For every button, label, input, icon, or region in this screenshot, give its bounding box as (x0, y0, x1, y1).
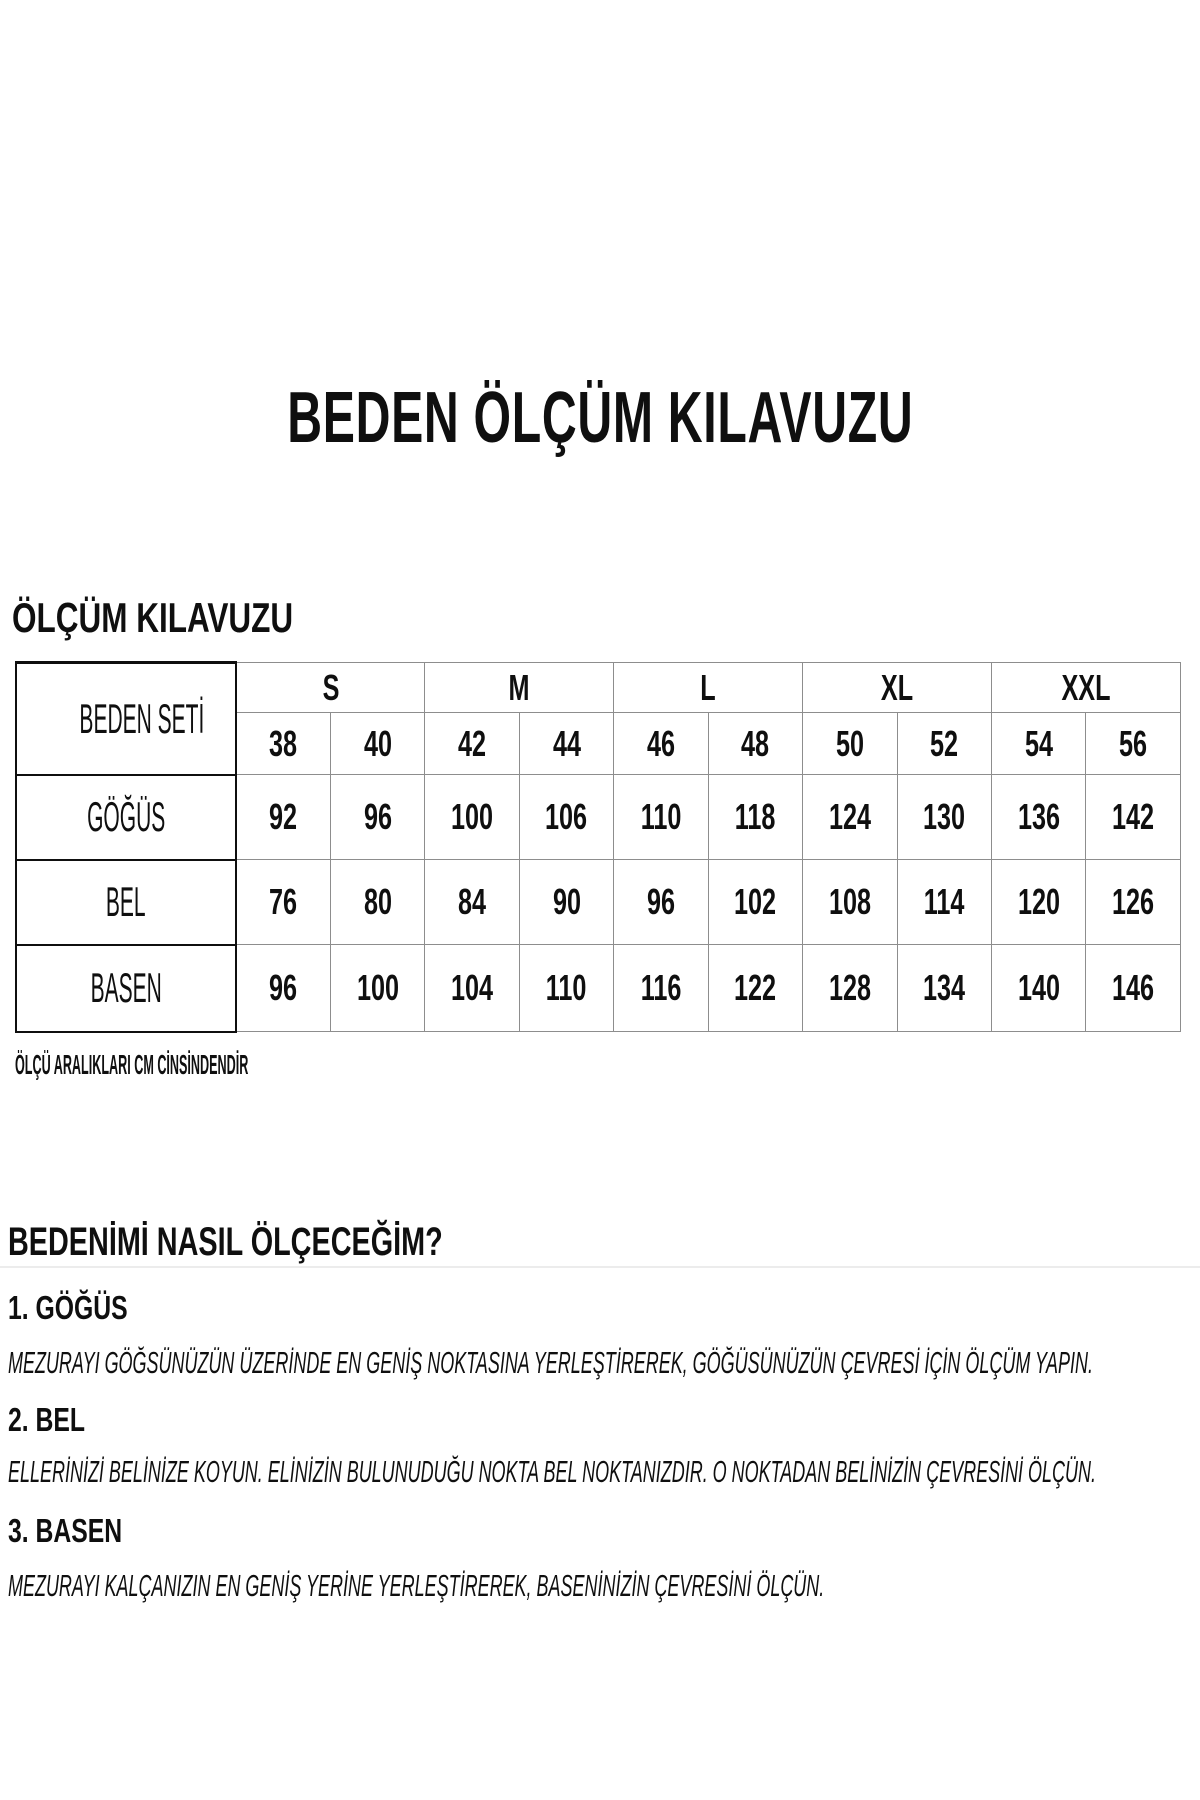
hips-value-cell: 146 (1086, 945, 1181, 1032)
size-group-cell-s: S (236, 663, 425, 713)
table-footnote (15, 1051, 534, 1079)
chest-value-cell: 100 (425, 775, 519, 860)
step-text-chest: MEZURAYI GÖĞSÜNÜZÜN ÜZERİNDE EN GENİŞ NOKTASINA YERLEŞTİREREK, GÖĞÜSÜNÜZÜN ÇEVRESİ İÇİN ÖLÇÜM YAPIN. (8, 1345, 1093, 1380)
waist-value-cell: 126 (1086, 860, 1181, 945)
how-to-section-title (8, 1222, 612, 1262)
size-number-cell: 54 (992, 713, 1086, 775)
hips-value-cell: 96 (236, 945, 330, 1032)
chest-value-cell: 118 (708, 775, 802, 860)
size-number-cell: 50 (803, 713, 897, 775)
hips-value-cell: 100 (330, 945, 424, 1032)
corner-header-cell (16, 663, 236, 775)
hips-value-cell: 122 (708, 945, 802, 1032)
step-text-hips: MEZURAYI KALÇANIZIN EN GENİŞ YERİNE YERLEŞTİREREK, BASENİNİZİN ÇEVRESİNİ ÖLÇÜN. (8, 1568, 825, 1603)
size-number-cell: 42 (425, 713, 519, 775)
size-group-header-row (16, 663, 1181, 713)
hips-value-cell: 104 (425, 945, 519, 1032)
size-measurement-table (15, 661, 1181, 1033)
chest-value-cell: 106 (519, 775, 613, 860)
chest-value-cell: 92 (236, 775, 330, 860)
chest-value-cell: 130 (897, 775, 991, 860)
size-number-cell: 56 (1086, 713, 1181, 775)
waist-value-cell: 108 (803, 860, 897, 945)
waist-value-cell: 84 (425, 860, 519, 945)
size-number-cell: 44 (519, 713, 613, 775)
chest-value-cell: 96 (330, 775, 424, 860)
waist-value-cell: 80 (330, 860, 424, 945)
measurement-table-section-title (12, 594, 387, 641)
row-label-hips: BASEN (16, 945, 236, 1032)
chest-value-cell: 110 (614, 775, 708, 860)
step-heading-waist: 2. BEL (8, 1401, 86, 1438)
step-heading-hips: 3. BASEN (8, 1512, 123, 1549)
corner-header-label: BEDEN SETİ (79, 694, 205, 742)
step-heading-chest: 1. GÖĞÜS (8, 1289, 128, 1326)
waist-value-cell: 96 (614, 860, 708, 945)
chest-value-cell: 142 (1086, 775, 1181, 860)
size-number-cell: 40 (330, 713, 424, 775)
how-to-section-title-text: BEDENİMİ NASIL ÖLÇECEĞİM? (8, 1220, 443, 1264)
section-title-text: ÖLÇÜM KILAVUZU (12, 594, 294, 641)
table-row-chest (16, 775, 1181, 860)
page-title (0, 378, 1200, 458)
table-footnote-text: ÖLÇÜ ARALIKLARI CM CİNSİNDENDİR (15, 1049, 249, 1080)
hips-value-cell: 134 (897, 945, 991, 1032)
waist-value-cell: 76 (236, 860, 330, 945)
row-label-chest: GÖĞÜS (16, 775, 236, 860)
waist-value-cell: 114 (897, 860, 991, 945)
size-group-cell-xl: XL (803, 663, 992, 713)
hips-value-cell: 110 (519, 945, 613, 1032)
size-number-cell: 46 (614, 713, 708, 775)
size-number-cell: 48 (708, 713, 802, 775)
size-group-cell-m: M (425, 663, 614, 713)
chest-value-cell: 136 (992, 775, 1086, 860)
size-group-cell-xxl: XXL (992, 663, 1181, 713)
hips-value-cell: 116 (614, 945, 708, 1032)
table-row-waist (16, 860, 1181, 945)
hips-value-cell: 128 (803, 945, 897, 1032)
size-number-cell: 38 (236, 713, 330, 775)
row-label-waist: BEL (16, 860, 236, 945)
waist-value-cell: 120 (992, 860, 1086, 945)
waist-value-cell: 90 (519, 860, 613, 945)
step-text-waist: ELLERİNİZİ BELİNİZE KOYUN. ELİNİZİN BULUNUDUĞU NOKTA BEL NOKTANIZDIR. O NOKTADAN BELİNİZİN ÇEVRESİNİ ÖLÇÜN. (8, 1454, 1096, 1489)
section-divider (0, 1266, 1200, 1268)
size-number-cell: 52 (897, 713, 991, 775)
chest-value-cell: 124 (803, 775, 897, 860)
page-title-text: BEDEN ÖLÇÜM KILAVUZU (286, 378, 914, 458)
waist-value-cell: 102 (708, 860, 802, 945)
size-group-cell-l: L (614, 663, 803, 713)
table-row-hips (16, 945, 1181, 1032)
hips-value-cell: 140 (992, 945, 1086, 1032)
